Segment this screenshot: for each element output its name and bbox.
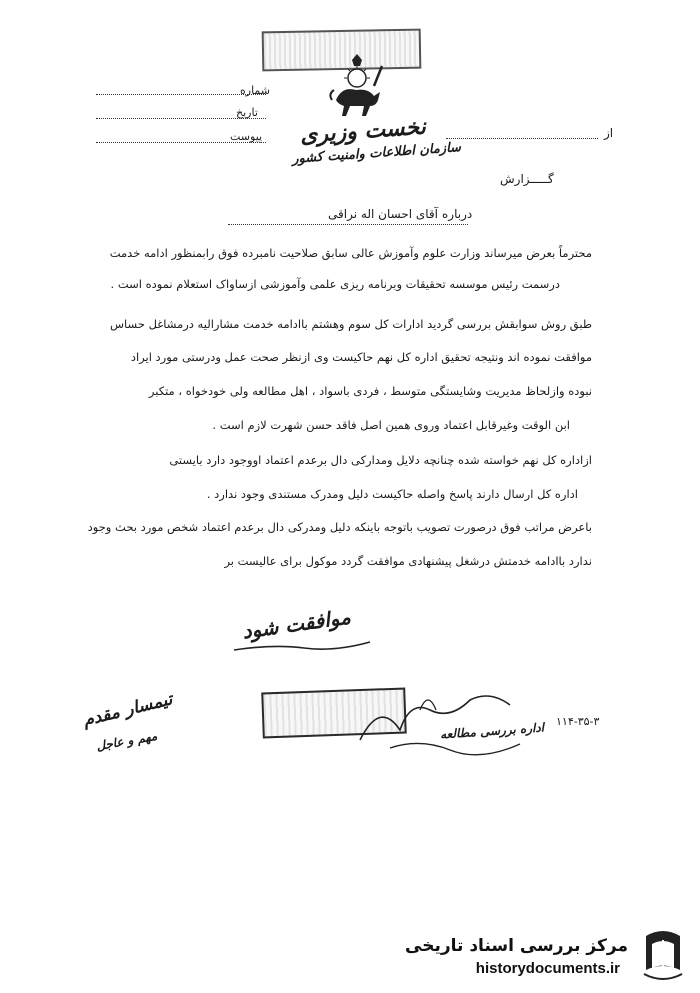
body-line-3: طبق روش سوابقش بررسی گردید ادارات کل سوم وهشتم باادامه خدمت مشارالیه درمشاغل حساس bbox=[110, 317, 592, 331]
date-label: تاریخ bbox=[236, 106, 258, 119]
archive-logo-icon bbox=[638, 926, 688, 982]
approval-note: موافقت شود bbox=[240, 604, 353, 644]
body-line-10: ندارد باادامه خدمتش درشغل پیشنهادی موافقت گردد موکول برای عالیست بر bbox=[224, 554, 592, 568]
bottom-signature-scribble bbox=[350, 680, 550, 760]
body-line-1: محترماً بعرض میرساند وزارت علوم وآموزش عالی سابق صلاحیت نامبرده فوق رابمنظور ادامه خدمت bbox=[109, 246, 592, 260]
watermark-title: مرکز بررسی اسناد تاریخی bbox=[405, 936, 628, 956]
signature-left-1: تیمسار مقدم bbox=[80, 689, 175, 731]
body-line-8: اداره کل ارسال دارند پاسخ واصله حاکیست دلیل ومدرک مستندی وجود ندارد . bbox=[206, 487, 578, 501]
body-line-9: باعرض مراتب فوق درصورت تصویب باتوجه باینکه دلیل ومدرکی دال برعدم اعتماد شخص مورد بحث وجود bbox=[87, 520, 592, 534]
agency-name: نخست وزیری bbox=[299, 113, 427, 149]
body-line-2: درسمت رئیس موسسه تحقیقات وبرنامه ریزی علمی وآموزشی ازساواک استعلام نموده است . bbox=[110, 277, 560, 291]
signature-left-2: مهم و عاجل bbox=[95, 728, 159, 754]
number-label: شماره bbox=[240, 84, 271, 97]
body-line-4: موافقت نموده اند ونتیجه تحقیق اداره کل نهم حاکیست وی ازنظر صحت عمل ودرستی مورد ایراد bbox=[130, 350, 592, 364]
subject-value: آقای احسان اله نراقی bbox=[328, 207, 438, 221]
report-label: گـــــزارش bbox=[500, 172, 554, 186]
bottom-note: اداره بررسی مطالعه bbox=[439, 720, 545, 742]
attachment-label: پیوست bbox=[230, 130, 263, 143]
body-line-7: ازاداره کل نهم خواسته شده چنانچه دلایل ومدارکی دال برعدم اعتماد اووجود دارد بایستی bbox=[169, 453, 592, 467]
from-line bbox=[446, 138, 598, 139]
from-label: از bbox=[604, 126, 614, 140]
lion-and-sun-emblem-icon bbox=[322, 52, 392, 122]
watermark-url: historydocuments.ir bbox=[475, 960, 620, 977]
body-line-6: ابن الوقت وغیرقابل اعتماد وروی همین اصل فاقد حسن شهرت لازم است . bbox=[212, 418, 570, 432]
subject-label: درباره bbox=[442, 207, 473, 221]
body-line-5: نبوده وازلحاظ مدیریت وشایستگی متوسط ، فردی باسواد ، اهل مطالعه ولی خودخواه ، متکبر bbox=[148, 384, 592, 398]
subject-underline bbox=[228, 224, 468, 225]
agency-subtitle: سازمان اطلاعات وامنیت کشور bbox=[291, 140, 462, 167]
reference-number: ۱۱۴-۳۵-۳ bbox=[556, 715, 600, 728]
approval-underline bbox=[232, 640, 372, 654]
